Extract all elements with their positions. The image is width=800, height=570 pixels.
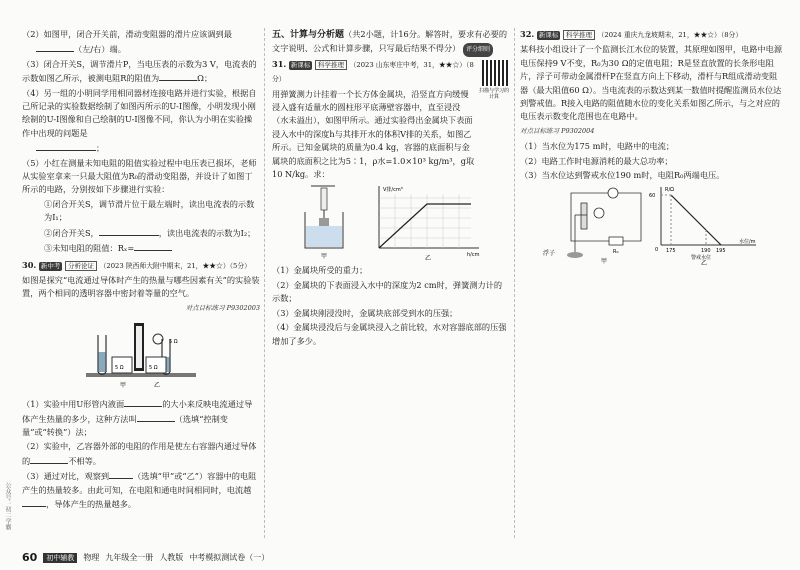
fig30-r2-label: 5 Ω — [149, 365, 158, 372]
q30-figure — [76, 317, 206, 397]
q31-figure — [291, 182, 491, 264]
q32-target-code: 对点目标练习 P9302004 — [520, 126, 595, 135]
q31-part4: （4）金属块浸没后与金属块浸入之前比较，水对容器底部的压强增加了多少。 — [272, 322, 507, 346]
fig32-tick-190: 190 — [701, 248, 711, 255]
q30-badge: 新中考 — [40, 261, 61, 270]
column-right — [520, 28, 782, 265]
q30-tag: 分析论证 — [65, 261, 97, 271]
score-rules-button[interactable]: 评分细则 — [463, 43, 493, 56]
q32-part2: （2）电路工作时电源消耗的最大总功率； — [520, 155, 673, 166]
footer-edition: 人教版 — [159, 553, 184, 562]
fig32-tick-175: 175 — [666, 248, 676, 255]
q30-part3: （3）通过对比，观察到 （选填“甲”或“乙”）容器中的电阻产生的热量较多。由此可知，在电阻和通电时间相同时，电流越，导体产生的热量越多。 — [22, 471, 257, 509]
q31-text: 用弹簧测力计挂着一个长方体金属块，沿竖直方向缓慢浸入盛有适量水的圆柱形平底薄壁容器中，直至浸没（水未溢出），如图甲所示。通过实验得出金属块下表面浸入水中的深度h与其排开水的体积V排的关系，如图乙所示。已知金属块的质量为0.4 kg，容器的底面积与金属块的底面积之比为5∶1，ρ水=1.0×10³ kg/m³，g取10 N/kg。求： — [272, 88, 475, 180]
fig32-tick-195: 195 — [716, 248, 726, 255]
q32-header — [520, 28, 782, 42]
column-divider-2 — [514, 28, 515, 538]
q30-number: 30. — [22, 259, 37, 270]
footer-grade: 九年级全一册 — [105, 553, 154, 562]
q32-source: （2024 重庆九龙坡期末，21，★★☆）（8分） — [597, 31, 743, 39]
q29-part4-blank: ； — [22, 141, 260, 155]
fig31-xlabel: h/cm — [467, 252, 480, 259]
q31-source: （2023 山东枣庄中考，31，★★☆）（8分） — [272, 60, 474, 84]
q31-part3: （3）金属块刚浸没时，金属块底部受到水的压强； — [272, 307, 458, 318]
brand-label: 初中辅教 — [43, 553, 77, 563]
fig30-label-yi: 乙 — [154, 382, 161, 390]
side-watermark: 公众号：初二学霸 — [4, 482, 11, 530]
q30-part1: （1）实验中用U形管内液面 的大小来反映电流通过导体产生热量的多少，这种方法叫 （选填“控制变量”或“转换”）法； — [22, 399, 253, 437]
section-header — [272, 28, 510, 57]
q29-step1: ①闭合开关S，调节滑片位于最左端时，读出电流表的示数为I₁； — [44, 198, 255, 223]
q32-graph — [649, 187, 756, 265]
column-middle — [272, 28, 510, 349]
fig32-r0-label: R₀ — [613, 249, 619, 256]
q32-tag: 科学推理 — [563, 30, 595, 40]
q29-part5: （5）小红在测量未知电阻的阻值实验过程中电压表已损坏，老师从实验室拿来一只最大阻值为R₀的滑动变阻器，并设计了如图丁所示的电路，分别按如下步骤进行实验： — [22, 157, 257, 195]
q29-step2: ②闭合开关S， ，读出电流表的示数为I₂； — [44, 227, 256, 238]
q31-badge: 新课标 — [290, 60, 311, 69]
q31-part2: （2）金属块的下表面浸入水中的深度为2 cm时，弹簧测力计的示数； — [272, 279, 503, 304]
q30-text: 如图是探究“电流通过导体时产生的热量与哪些因素有关”的实验装置，两个相同的透明容器中密封着等量的空气。 — [22, 274, 260, 299]
fig31-label-yi: 乙 — [425, 255, 432, 263]
q32-part3: （3）当水位达到警戒水位190 m时，电阻R₀两端电压。 — [520, 170, 725, 181]
fig30-label-jia: 甲 — [120, 382, 127, 390]
q32-badge: 新课标 — [538, 31, 559, 39]
section-title: 五、计算与分析题 — [272, 30, 345, 40]
q32-number: 32. — [520, 29, 535, 39]
fig32-label-jia: 甲 — [601, 258, 608, 266]
q32-part1: （1）当水位为175 m时，电路中的电流； — [520, 141, 675, 152]
page-footer — [22, 551, 269, 564]
footer-exam: 中考模拟测试卷（一） — [189, 553, 270, 562]
q29-part2: （2）如图甲，闭合开关前，滑动变阻器的滑片应该调到最 — [22, 29, 232, 39]
q30-source: （2023 陕西师大附中期末，21，★★☆）（5分） — [99, 261, 251, 270]
q32-circuit — [571, 188, 641, 256]
column-divider-1 — [264, 28, 265, 538]
q31-tag: 科学推理 — [315, 60, 347, 70]
q29-part2-end: （左/右）端。 — [22, 42, 260, 56]
fig31-label-jia: 甲 — [321, 253, 328, 261]
fig32-xlabel: 水位/m — [739, 239, 756, 246]
qr-caption: 扫描与学习的计算 — [478, 87, 509, 100]
q30-header — [22, 259, 260, 273]
fig32-tick-60: 60 — [649, 193, 656, 200]
q29-step3: ③未知电阻的阻值：Rₓ= — [22, 241, 260, 255]
fig30-r3-label: 5 Ω — [169, 339, 178, 346]
q29-part4: （4）另一组的小明同学用相同器材连接电路并进行实验，根据自己所记录的实验数据绘制了如图丙所示的U-I图像，小明发现小刚绘制的U-I图像和自己绘制的U-I图像不同，你认为小明在实验操作中出现的问题是 — [22, 87, 257, 138]
fig30-r1-label: 5 Ω — [115, 365, 124, 372]
qr-code-icon — [482, 60, 508, 86]
q31-block — [272, 58, 510, 182]
q31-graph — [379, 186, 480, 262]
fig32-warn-label: 警戒水位 — [691, 255, 712, 262]
fig32-tick-0: 0 — [655, 247, 659, 254]
column-left — [22, 28, 260, 512]
q30-target-code: 对点目标练习 P9302003 — [185, 303, 260, 312]
footer-subject: 物理 — [83, 553, 100, 562]
q30-part2: （2）实验中，乙容器外部的电阻的作用是使左右容器内通过导体的 不相等。 — [22, 441, 257, 466]
fig32-label-yi: 乙 — [701, 260, 708, 266]
q31-number: 31. — [272, 58, 287, 69]
q31-part1: （1）金属块所受的重力； — [272, 265, 368, 276]
fig32-float-label: 浮子 — [543, 250, 556, 258]
section-note: （共2小题，计16分。解答时，要求有必要的文字说明、公式和计算步骤，只写最后结果不得分） — [272, 29, 508, 54]
q31-header — [272, 58, 476, 87]
q32-figure — [531, 183, 771, 265]
q29-part3: （3）闭合开关S，调节滑片P，当电压表的示数为3 V，电流表的示数如图乙所示，被测电阻R的阻值为 Ω； — [22, 58, 257, 84]
fig32-ylabel: R/Ω — [665, 187, 674, 194]
q32-text: 某科技小组设计了一个监测长江水位的装置，其原理如图甲，电路中电源电压保持9 V不变，R₀为30 Ω的定值电阻；R是竖直放置的长条形电阻片，浮子可带动金属滑杆P在竖直方向上下移动，滑杆与R组成滑动变阻器（最大阻值60 Ω）。当电流表的示数达到某一数值时提醒监测员水位达到警戒值。R接入电路的阻值随水位的变化关系如图乙所示，与之对应的电压表示数变化范围也在电路中。 — [520, 44, 783, 122]
fig31-ylabel: V排/cm³ — [383, 187, 403, 194]
page-number: 60 — [22, 551, 38, 564]
